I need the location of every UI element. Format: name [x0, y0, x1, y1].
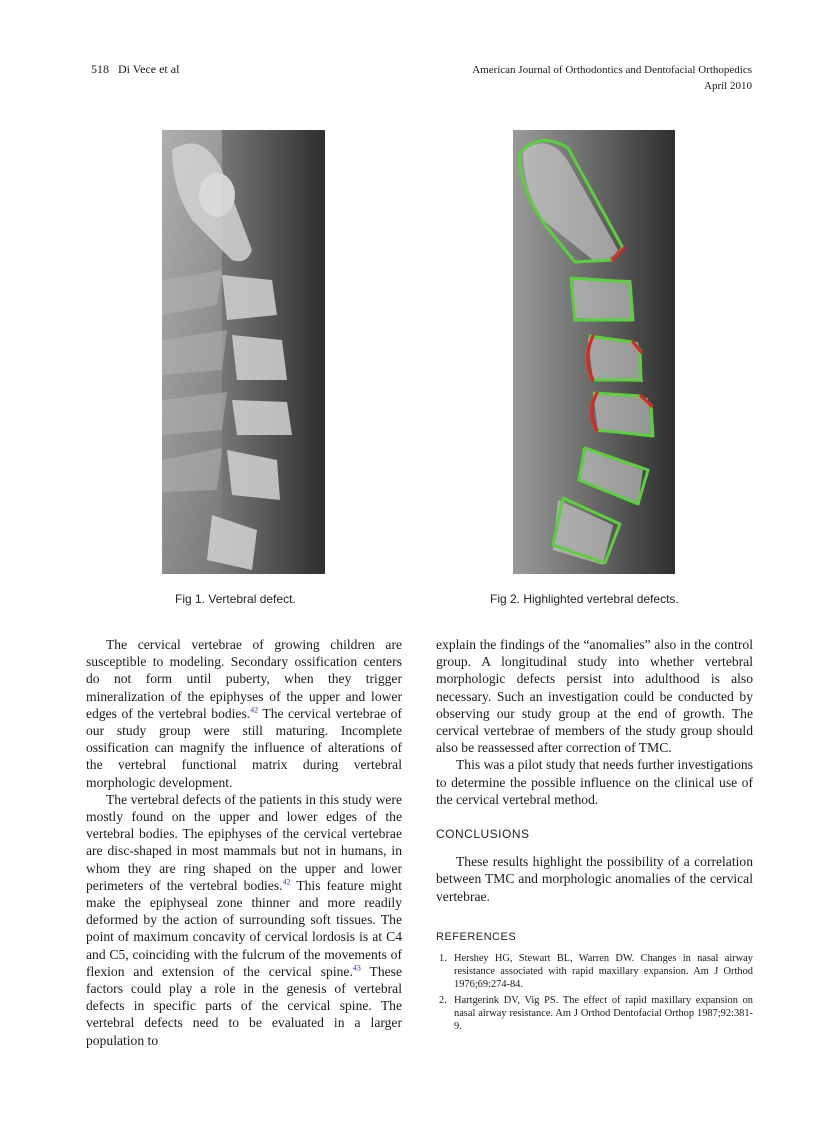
paragraph: This was a pilot study that needs further investigations to determine the possible influence on the clinical use of the cervical vertebral method.: [436, 757, 753, 807]
conclusions-heading: CONCLUSIONS: [436, 827, 530, 842]
journal-title: American Journal of Orthodontics and Dentofacial Orthopedics: [472, 64, 752, 76]
running-header-left: [91, 62, 179, 77]
reference-item: 2. Hartgerink DV, Vig PS. The effect of rapid maxillary expansion on nasal airway resistance. Am J Orthod Dentofacial Orthop 1987;92:381-9.: [439, 994, 753, 1033]
figure-1-radiograph: [162, 130, 325, 574]
body-column-right: [436, 636, 753, 1035]
reference-list: [436, 952, 753, 1033]
xray-image-highlighted: [513, 130, 675, 574]
page-number: 518: [91, 62, 109, 76]
figure-2-caption: Fig 2. Highlighted vertebral defects.: [490, 592, 679, 606]
citation[interactable]: 43: [352, 963, 361, 973]
reference-item: 1. Hershey HG, Stewart BL, Warren DW. Changes in nasal airway resistance associated with rapid maxillary expansion. Am J Orthod 1976;69:274-84.: [439, 953, 753, 991]
citation[interactable]: 42: [282, 877, 291, 887]
conclusions-paragraph: These results highlight the possibility of a correlation between TMC and morphologic anomalies of the cervical vertebrae.: [436, 854, 753, 904]
running-header-right: [472, 62, 752, 94]
paragraph: The vertebral defects of the patients in this study were mostly found on the upper and lower edges of the vertebral bodies. The epiphyses of the cervical vertebrae are disc-shaped in most mammals but not in humans, in whom they are ring shaped on the upper and lower perimeters of the vertebral bodies.$^{42}$ This feature might make the epiphyseal zone thinner and more readily deformed by the action of surrounding soft tissues. The point of maximum concavity of cervical lordosis is at C4 and C5, coinciding with the fulcrum of the movements of flexion and extension of the cervical spine.$^{43}$ These factors could play a role in the genesis of vertebral defects in specific parts of the cervical spine. The vertebral defects need to be evaluated in a larger population to: [86, 791, 402, 1048]
citation[interactable]: 42: [250, 705, 259, 715]
issue-date: April 2010: [704, 80, 752, 92]
body-column-left: [86, 636, 402, 1049]
figure-2-highlighted-radiograph: [513, 130, 675, 574]
paragraph: The cervical vertebrae of growing children are susceptible to modeling. Secondary ossification centers do not form until puberty, when they trigger mineralization of the epiphyses of the upper and lower edges of the vertebral bodies.$^{42}$ The cervical vertebrae of our study group were still maturing. Incomplete ossification can magnify the influence of alterations of the vertebral functional matrix during vertebral morphologic development.: [86, 637, 402, 790]
figure-1-caption: Fig 1. Vertebral defect.: [175, 592, 296, 606]
references-heading: REFERENCES: [436, 930, 517, 943]
xray-image: [162, 130, 325, 574]
paragraph: explain the findings of the “anomalies” also in the control group. A longitudinal study into whether vertebral morphologic defects persist into adulthood is also necessary. Such an investigation could be conducted by observing our study group at the end of growth. The cervical vertebrae of members of the study group should also be reassessed after correction of TMC.: [436, 637, 753, 756]
running-authors: Di Vece et al: [118, 62, 180, 76]
